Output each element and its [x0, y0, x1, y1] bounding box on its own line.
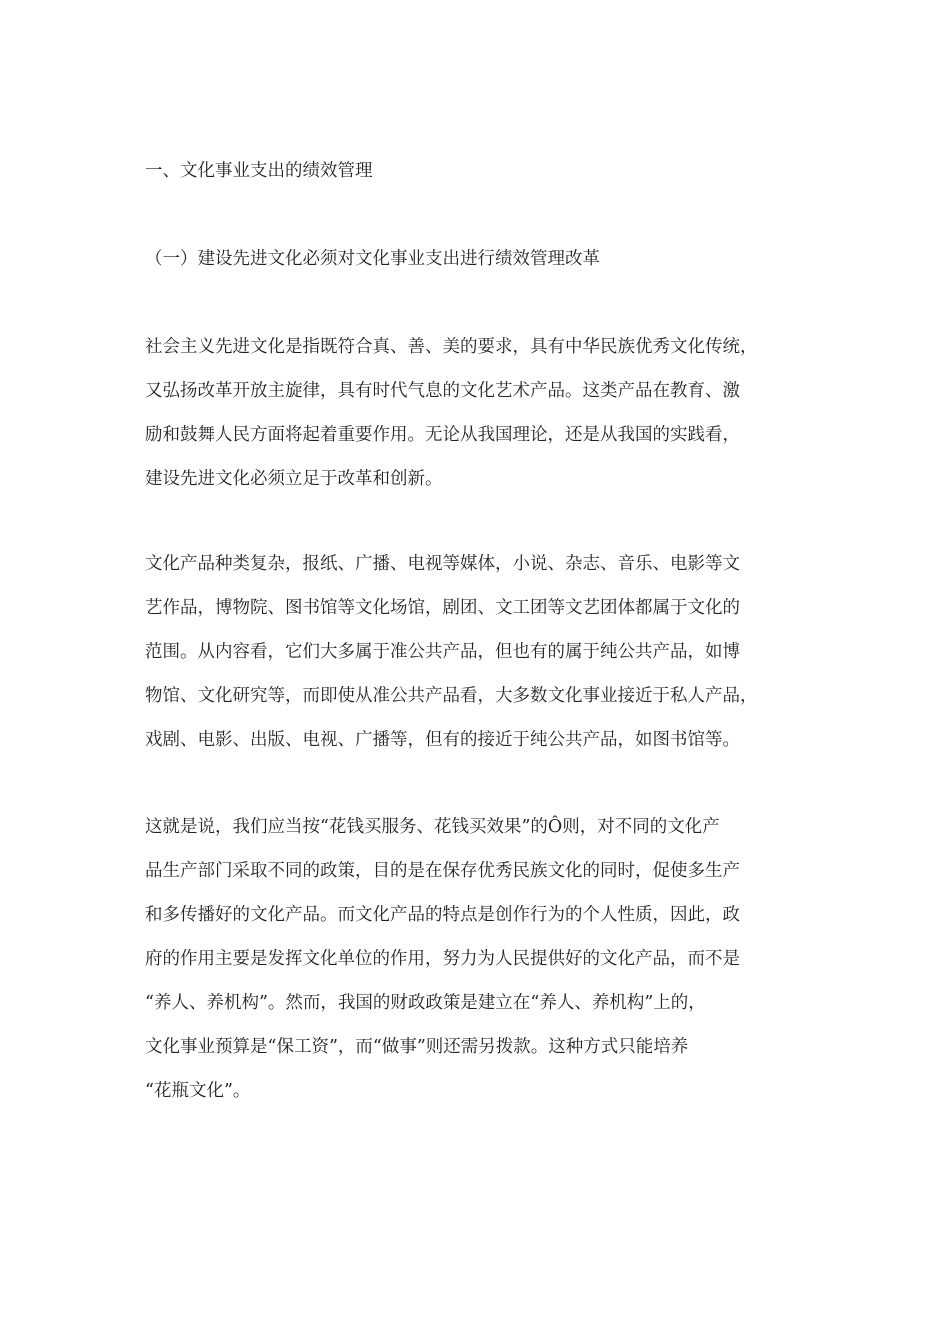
paragraph-line: 文化产品种类复杂，报纸、广播、电视等媒体，小说、杂志、音乐、电影等文	[145, 554, 740, 574]
paragraph-line: 这就是说，我们应当按“花钱买服务、花钱买效果”的Ô则，对不同的文化产	[145, 817, 720, 837]
subsection-heading: （一）建设先进文化必须对文化事业支出进行绩效管理改革	[145, 249, 600, 269]
paragraph-line: 励和鼓舞人民方面将起着重要作用。无论从我国理论，还是从我国的实践看，	[145, 425, 740, 445]
paragraph-line: 又弘扬改革开放主旋律，具有时代气息的文化艺术产品。这类产品在教育、激	[145, 381, 740, 401]
paragraph-line: 物馆、文化研究等，而即使从准公共产品看，大多数文化事业接近于私人产品，	[145, 686, 758, 706]
paragraph-2	[145, 542, 815, 762]
paragraph-line: 艺作品，博物院、图书馆等文化场馆，剧团、文工团等文艺团体都属于文化的	[145, 598, 740, 618]
paragraph-line: 范围。从内容看，它们大多属于准公共产品，但也有的属于纯公共产品，如博	[145, 642, 740, 662]
paragraph-line: 品生产部门采取不同的政策，目的是在保存优秀民族文化的同时，促使多生产	[145, 861, 740, 881]
paragraph-1	[145, 325, 815, 501]
paragraph-line: 戏剧、电影、出版、电视、广播等，但有的接近于纯公共产品，如图书馆等。	[145, 730, 740, 750]
section-heading: 一、文化事业支出的绩效管理	[145, 161, 373, 181]
paragraph-line: 府的作用主要是发挥文化单位的作用，努力为人民提供好的文化产品，而不是	[145, 949, 740, 969]
paragraph-line: “花瓶文化”。	[145, 1081, 251, 1101]
paragraph-line: 社会主义先进文化是指既符合真、善、美的要求，具有中华民族优秀文化传统，	[145, 337, 758, 357]
paragraph-3	[145, 805, 815, 1113]
paragraph-line: 建设先进文化必须立足于改革和创新。	[145, 469, 443, 489]
paragraph-line: “养人、养机构”。然而，我国的财政政策是建立在“养人、养机构”上的，	[145, 993, 706, 1013]
paragraph-line: 和多传播好的文化产品。而文化产品的特点是创作行为的个人性质，因此，政	[145, 905, 740, 925]
paragraph-line: 文化事业预算是“保工资”，而“做事”则还需另拨款。这种方式只能培养	[145, 1037, 689, 1057]
